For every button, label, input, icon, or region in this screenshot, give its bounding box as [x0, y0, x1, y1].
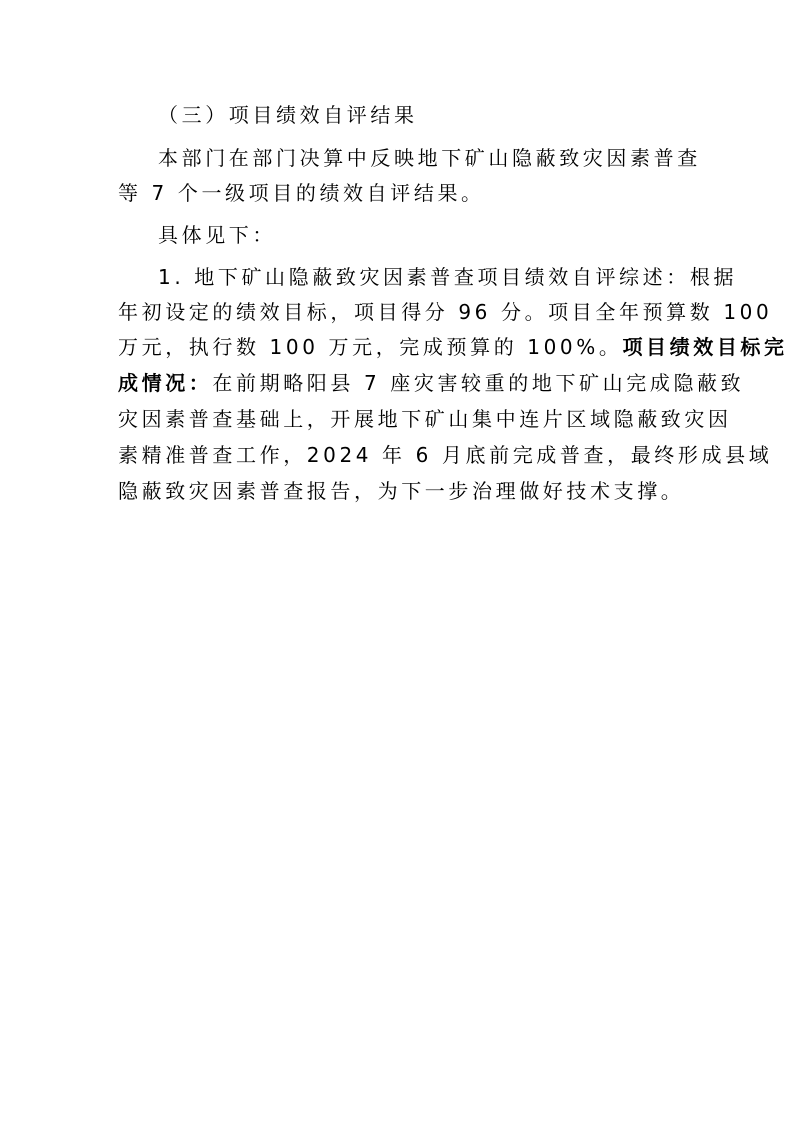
item1-text-6: 素精准普查工作，2024 年 6 月底前完成普查，最终形成县域 — [118, 443, 773, 467]
intro-paragraph-line-1 — [158, 141, 701, 175]
intro-paragraph-line-2 — [118, 176, 678, 210]
performance-goal-label-part2: 成情况： — [118, 371, 213, 395]
details-intro-line — [158, 218, 678, 252]
intro-text-1: 本部门在部门决算中反映地下矿山隐蔽致灾因素普查 — [158, 146, 701, 170]
section-heading-text: （三）项目绩效自评结果 — [158, 103, 418, 127]
item1-line-6 — [118, 438, 773, 472]
item1-line-3 — [118, 330, 788, 364]
item1-line-2 — [118, 295, 773, 329]
details-intro-text: 具体见下： — [158, 223, 276, 247]
item1-text-1: 1. 地下矿山隐蔽致灾因素普查项目绩效自评综述：根据 — [158, 265, 738, 289]
item1-text-3: 万元，执行数 100 万元，完成预算的 100%。 — [118, 335, 623, 359]
item1-text-2: 年初设定的绩效目标，项目得分 96 分。项目全年预算数 100 — [118, 300, 773, 324]
item1-line-4 — [118, 366, 745, 400]
performance-goal-label-part1: 项目绩效目标完 — [622, 335, 788, 359]
item1-line-7 — [118, 474, 685, 508]
item1-text-4: 在前期略阳县 7 座灾害较重的地下矿山完成隐蔽致 — [212, 371, 745, 395]
item1-line-1 — [158, 260, 738, 294]
item1-text-7: 隐蔽致灾因素普查报告，为下一步治理做好技术支撑。 — [118, 479, 685, 503]
intro-text-2: 等 7 个一级项目的绩效自评结果。 — [118, 181, 485, 205]
item1-text-5: 灾因素普查基础上，开展地下矿山集中连片区域隐蔽致灾因 — [118, 407, 732, 431]
item1-line-5 — [118, 402, 732, 436]
section-heading — [158, 98, 678, 132]
